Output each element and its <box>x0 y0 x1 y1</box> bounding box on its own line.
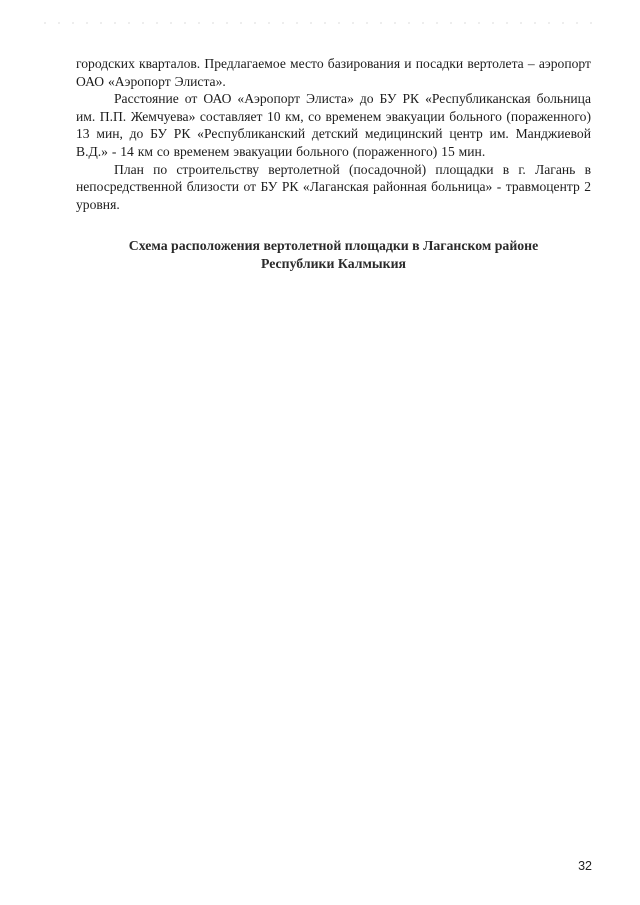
section-heading-line-1: Схема расположения вертолетной площадки в Лаганском районе <box>128 238 539 254</box>
page-number: 32 <box>578 859 592 873</box>
paragraph-distances: Расстояние от ОАО «Аэропорт Элиста» до БУ РК «Республиканская больница им. П.П. Жемчуева» составляет 10 км, со временем эвакуации больного (пораженного) 13 мин, до БУ РК «Республиканский детский медицинский центр им. Манджиевой В.Д.» - 14 км со временем эвакуации больного (пораженного) 15 мин. <box>76 91 591 159</box>
section-heading <box>76 237 591 272</box>
section-heading-line-2: Республики Калмыкия <box>260 255 407 271</box>
paragraph-airport-location: городских кварталов. Предлагаемое место базирования и посадки вертолета – аэропорт ОАО «Аэропорт Элиста». <box>76 56 591 89</box>
scan-artifact-dots <box>38 22 598 24</box>
paragraph-construction-plan: План по строительству вертолетной (посадочной) площадки в г. Лагань в непосредственной близости от БУ РК «Лаганская районная больница» - травмоцентр 2 уровня. <box>76 161 591 212</box>
document-body <box>76 55 591 272</box>
